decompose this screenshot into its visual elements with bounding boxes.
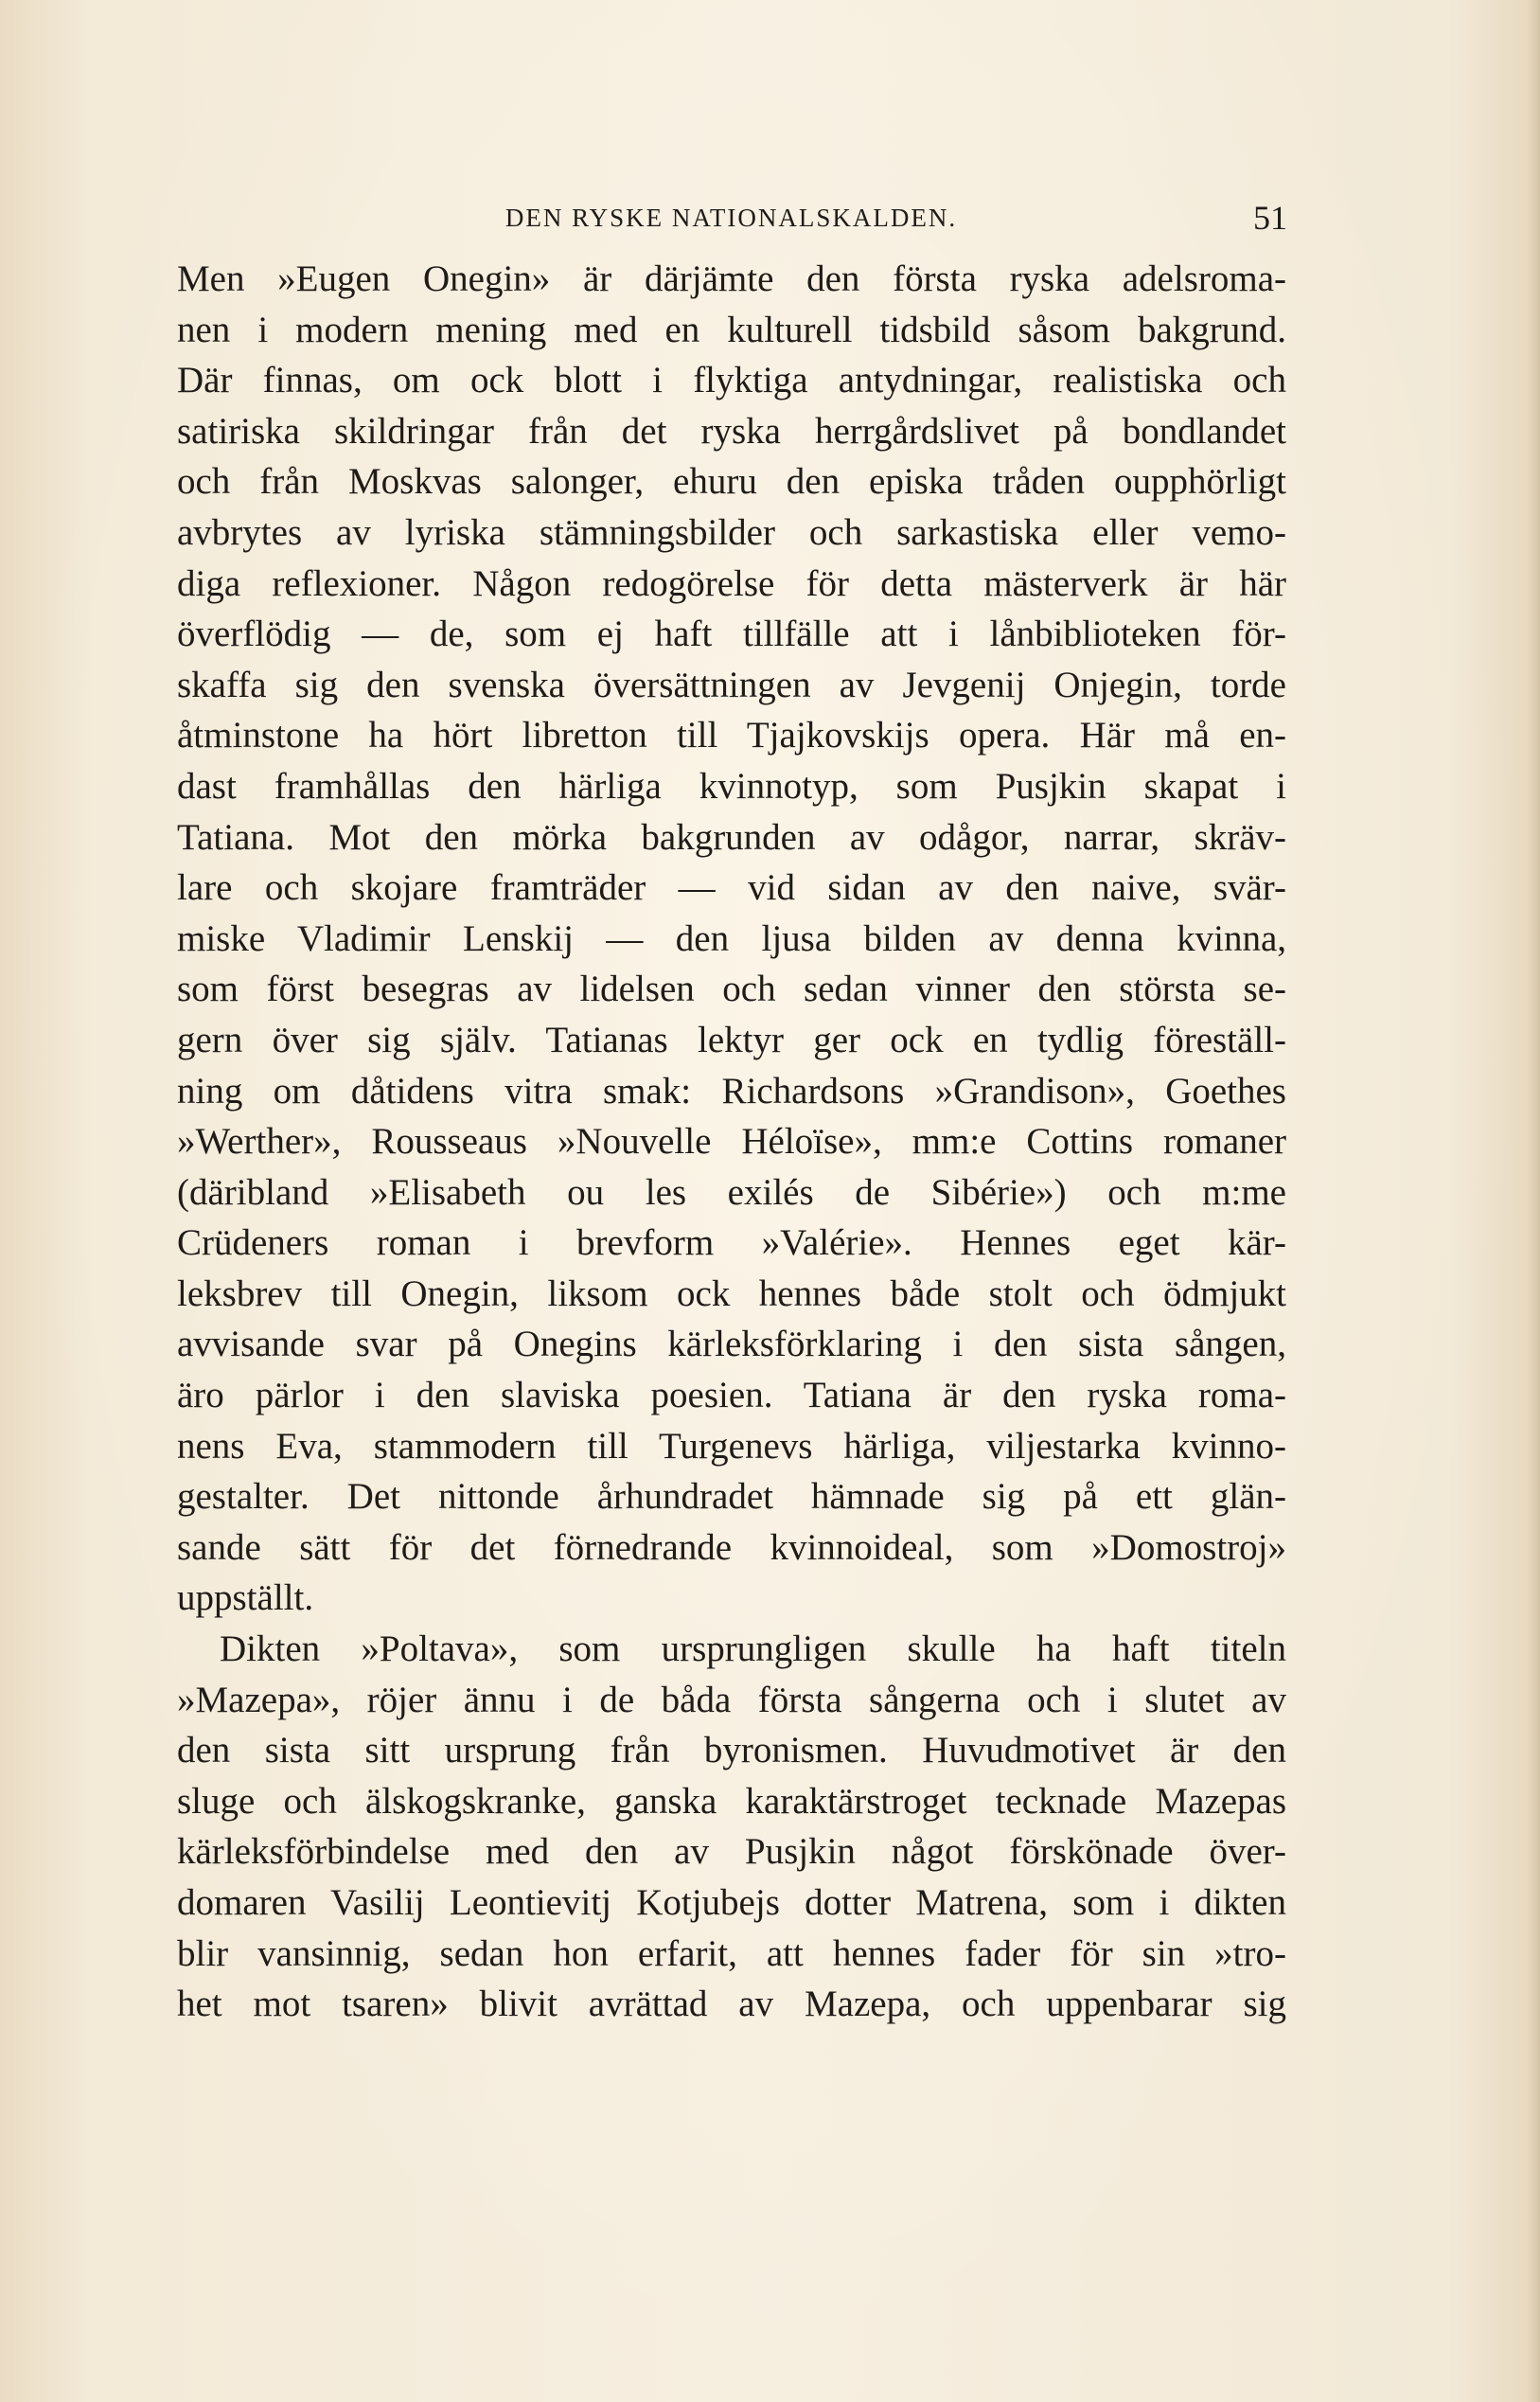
text-line: avvisande svar på Onegins kärleksförklaring i den sista sången, xyxy=(177,1324,1286,1365)
text-line: sande sätt för det förnedrande kvinnoideal, som »Domostroj» xyxy=(177,1526,1286,1568)
body-text xyxy=(177,254,1286,2030)
text-line: nens Eva, stammodern till Turgenevs härliga, viljestarka kvinno- xyxy=(177,1425,1286,1467)
text-line: nen i modern mening med en kulturell tidsbild såsom bakgrund. xyxy=(177,309,1286,350)
text-line: Men »Eugen Onegin» är därjämte den första ryska adelsroma- xyxy=(177,258,1286,299)
text-line: domaren Vasilij Leontievitj Kotjubejs dotter Matrena, som i dikten xyxy=(177,1882,1286,1923)
text-line: sluge och älskogskranke, ganska karaktärstroget tecknade Mazepas xyxy=(177,1780,1286,1822)
text-line: »Werther», Rousseaus »Nouvelle Héloïse», mm:e Cottins romaner xyxy=(177,1121,1286,1163)
text-line: överflödig — de, som ej haft tillfälle att i lånbiblioteken för- xyxy=(177,614,1286,655)
text-line: leksbrev till Onegin, liksom ock hennes både stolt och ödmjukt xyxy=(177,1272,1286,1314)
page-header xyxy=(175,194,1287,241)
text-line: (däribland »Elisabeth ou les exilés de Sibérie») och m:me xyxy=(177,1171,1286,1213)
text-line: Tatiana. Mot den mörka bakgrunden av odågor, narrar, skräv- xyxy=(177,816,1286,858)
text-line: som först besegras av lidelsen och sedan vinner den största se- xyxy=(177,969,1286,1010)
text-line: skaffa sig den svenska översättningen av Jevgenij Onjegin, torde xyxy=(177,664,1286,705)
text-line: kärleksförbindelse med den av Pusjkin något förskönade över- xyxy=(177,1831,1286,1873)
text-line: ning om dåtidens vitra smak: Richardsons »Grandison», Goethes xyxy=(177,1070,1286,1112)
text-line: äro pärlor i den slaviska poesien. Tatiana är den ryska roma- xyxy=(177,1375,1286,1416)
text-line: het mot tsaren» blivit avrättad av Mazepa, och uppenbarar sig xyxy=(177,1984,1286,2025)
text-line: avbrytes av lyriska stämningsbilder och sarkastiska eller vemo- xyxy=(177,511,1286,553)
text-line: dast framhållas den härliga kvinnotyp, som Pusjkin skapat i xyxy=(177,765,1286,807)
text-line: diga reflexioner. Någon redogörelse för detta mästerverk är här xyxy=(177,562,1286,604)
text-line: gern över sig själv. Tatianas lektyr ger ock en tydlig föreställ- xyxy=(177,1019,1286,1060)
text-line: åtminstone ha hört libretton till Tjajkovskijs opera. Här må en- xyxy=(177,715,1286,756)
text-line: Crüdeners roman i brevform »Valérie». Hennes eget kär- xyxy=(177,1222,1286,1264)
page-number: 51 xyxy=(1253,199,1287,237)
text-line: gestalter. Det nittonde århundradet hämnade sig på ett glän- xyxy=(177,1476,1286,1518)
page-edge-shadow xyxy=(1527,0,1540,2402)
paragraph-end-line: uppställt. xyxy=(177,1577,314,1619)
text-line: blir vansinnig, sedan hon erfarit, att hennes fader för sin »tro- xyxy=(177,1932,1286,1974)
text-line: Där finnas, om ock blott i flyktiga antydningar, realistiska och xyxy=(177,360,1286,401)
text-line: »Mazepa», röjer ännu i de båda första sångerna och i slutet av xyxy=(177,1679,1286,1720)
text-line: lare och skojare framträder — vid sidan av den naive, svär- xyxy=(177,867,1286,909)
text-line: miske Vladimir Lenskij — den ljusa bilden av denna kvinna, xyxy=(177,917,1286,959)
text-line: satiriska skildringar från det ryska herrgårdslivet på bondlandet xyxy=(177,410,1286,452)
running-title: DEN RYSKE NATIONALSKALDEN. xyxy=(504,204,958,232)
text-line: och från Moskvas salonger, ehuru den episka tråden oupphörligt xyxy=(177,461,1286,503)
paragraph-start-line: Dikten »Poltava», som ursprungligen skulle ha haft titeln xyxy=(220,1628,1286,1670)
text-line: den sista sitt ursprung från byronismen. Huvudmotivet är den xyxy=(177,1730,1286,1771)
